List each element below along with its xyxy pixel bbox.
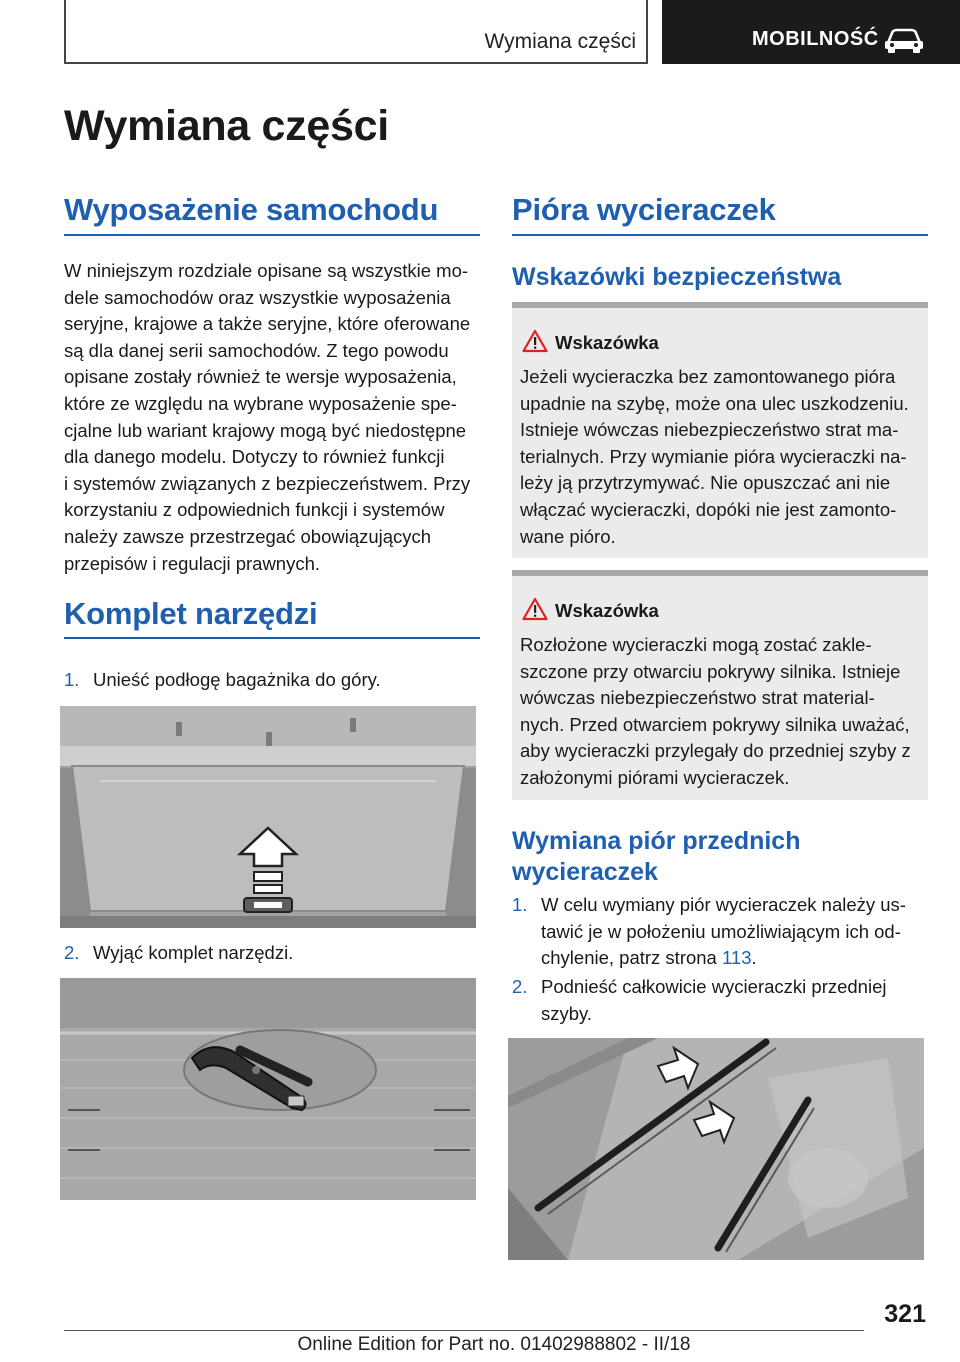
list-item: 1. W celu wymiany piór wycieraczek należy us‐ tawić je w położeniu umożliwiającym ich od‐ chylenie, patrz strona 113. xyxy=(512,894,906,969)
header-chapter-tab[interactable] xyxy=(662,0,960,64)
warning-triangle-icon xyxy=(522,329,548,353)
toolkit-image xyxy=(60,978,476,1200)
heading-wipers: Pióra wycieraczek xyxy=(512,192,776,227)
list-item: 2. Podnieść całkowicie wycieraczki przedniej szyby. xyxy=(512,976,887,1024)
list-item: 1. Unieść podłogę bagażnika do góry. xyxy=(64,669,381,690)
page-title: Wymiana części xyxy=(64,102,389,150)
heading-equipment: Wyposażenie samochodu xyxy=(64,192,439,227)
warning-text: Jeżeli wycieraczka bez zamontowanego pióra upadnie na szybę, może ona ulec uszkodzeniu. Istnieje wówczas niebezpieczeństwo strat ma‐ terialnych. Przy wymianie pióra wycieraczki na‐ leży ją przytrzymywać. Nie opuszczać ani nie włączać wycieraczki, dopóki nie jest zamonto‐ wane pióro. xyxy=(520,366,909,547)
heading-rule xyxy=(64,234,480,236)
warning-box xyxy=(512,570,928,800)
warning-title: Wskazówka xyxy=(555,600,659,621)
trunk-floor-image xyxy=(60,706,476,928)
chapter-label: MOBILNOŚĆ xyxy=(752,28,879,50)
heading-safety: Wskazówki bezpieczeństwa xyxy=(512,263,842,291)
page-link[interactable]: 113 xyxy=(721,947,752,969)
heading-toolkit: Komplet narzędzi xyxy=(64,596,318,631)
footer-edition: Online Edition for Part no. 01402988802 - II/18 xyxy=(297,1334,691,1355)
list-item: 2. Wyjąć komplet narzędzi. xyxy=(64,942,294,963)
car-icon xyxy=(884,27,924,53)
windshield-wipers-image xyxy=(508,1038,924,1260)
equipment-paragraph: W niniejszym rozdziale opisane są wszystkie mo‐ dele samochodów oraz wszystkie wyposażenia seryjne, krajowe a także seryjne, które oferowane są dla danej serii samochodów. Z tego powodu opisane zostały również te wersje wyposażenia, które ze względu na wybrane wyposażenie spe‐ cjalne lub wariant krajowy mogą być niedostępne dla danego modelu. Dotyczy to również funkcji i systemów związanych z bezpieczeństwem. Przy korzystaniu z odpowiednich funkcji i systemów należy zawsze przestrzegać obowiązujących przepisów i regulacji prawnych. xyxy=(64,260,471,574)
footer-rule xyxy=(64,1330,864,1331)
heading-front-wipers: Wymiana piór przednich wycieraczek xyxy=(512,827,801,886)
warning-box xyxy=(512,302,928,558)
warning-title: Wskazówka xyxy=(555,332,659,353)
header-section-title: Wymiana części xyxy=(484,30,636,53)
heading-rule xyxy=(512,234,928,236)
warning-triangle-icon xyxy=(522,597,548,621)
heading-rule xyxy=(64,637,480,639)
page-number: 321 xyxy=(884,1300,926,1328)
warning-text: Rozłożone wycieraczki mogą zostać zakle‐ szczone przy otwarciu pokrywy silnika. Istnieje wówczas niebezpieczeństwo strat material‐ nych. Przed otwarciem pokrywy silnika uważać, aby wycieraczki przylegały do przedniej szyby z założonymi piórami wycieraczek. xyxy=(520,634,911,788)
